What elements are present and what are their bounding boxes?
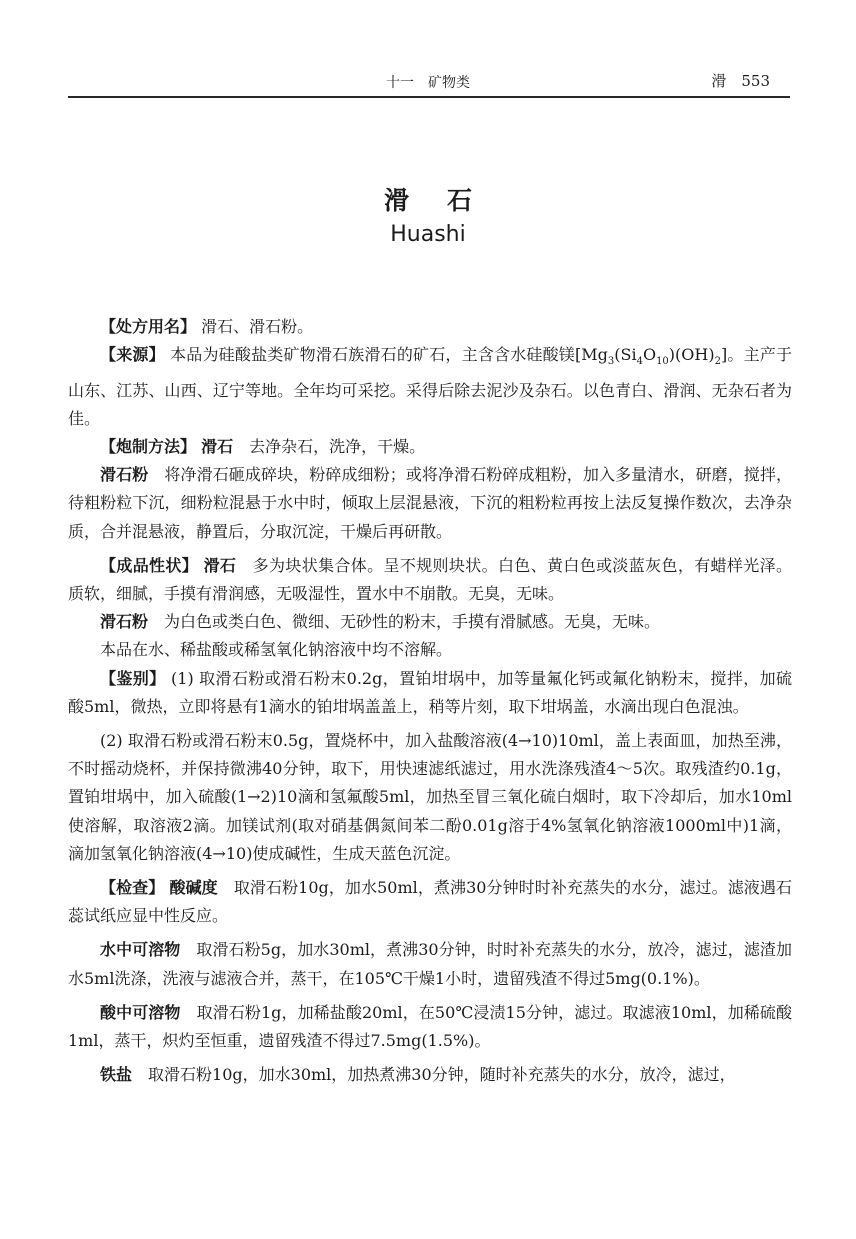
entry-pinyin: Huashi	[390, 222, 466, 247]
para-source: 【来源】 本品为硅酸盐类矿物滑石族滑石的矿石，主含含水硅酸镁$[Mg_3(Si_4O_{10})(OH)_2]$。主产于山东、江苏、山西、辽宁等地。全年均可采挖。采得后除去泥沙及杂石。以色青白、滑润、无杂石者为佳。	[68, 345, 792, 428]
para-properties: 【成品性状】 滑石 多为块状集合体。呈不规则块状。白色、黄白色或淡蓝灰色，有蜡样光泽。质软，细腻，手摸有滑润感，无吸湿性，置水中不崩散。无臭，无味。	[68, 555, 792, 604]
para-processing-powder: 滑石粉 将净滑石砸成碎块，粉碎成细粉；或将净滑石粉碎成粗粉，加入多量清水，研磨，搅拌，待粗粉粒下沉，细粉粒混悬于水中时，倾取上层混悬液，下沉的粗粉粒再按上法反复操作数次，去净杂质，合并混悬液，静置后，分取沉淀，干燥后再研散。	[68, 465, 792, 541]
page-number: 滑 553	[711, 72, 770, 90]
para-identification-1: 【鉴别】 (1) 取滑石粉或滑石粉末0.2g，置铂坩埚中，加等量氟化钙或氟化钠粉末，搅拌，加硫酸5ml，微热，立即将悬有1滴水的铂坩埚盖盖上，稍等片刻，取下坩埚盖，水滴出现白色混浊。	[68, 668, 792, 716]
running-header	[68, 66, 790, 98]
section-title: 十一 矿物类	[386, 75, 470, 91]
para-iron-salt: 铁盐 取滑石粉10g，加水30ml，加热煮沸30分钟，随时补充蒸失的水分，放冷，滤过，	[100, 1065, 736, 1085]
entry-title: 滑石	[383, 186, 510, 215]
para-processing: 【炮制方法】 滑石 去净杂石，洗净，干燥。	[100, 437, 426, 456]
para-identification-2: (2) 取滑石粉或滑石粉末0.5g，置烧杯中，加入盐酸溶液(4→10)10ml，盖上表面皿，加热至沸，不时摇动烧杯，并保持微沸40分钟，取下，用快速滤纸滤过，用水洗涤残渣4～5次。取残渣约0.1g，置铂坩埚中，加入硫酸(1→2)10滴和氢氟酸5ml，加热至冒三氧化硫白烟时，取下冷却后，加水10ml使溶解，取溶液2滴。加镁试剂(取对硝基偶氮间苯二酚0.01g溶于4%氢氧化钠溶液1000ml中)1滴，滴加氢氧化钠溶液(4→10)使成碱性，生成天蓝色沉淀。	[68, 731, 792, 863]
para-properties-powder: 滑石粉 为白色或类白色、微细、无砂性的粉末，手摸有滑腻感。无臭，无味。	[100, 612, 661, 632]
para-water-soluble: 水中可溶物 取滑石粉5g，加水30ml，煮沸30分钟，时时补充蒸失的水分，放冷，滤过，滤渣加水5ml洗涤，洗液与滤液合并，蒸干，在105℃干燥1小时，遗留残渣不得过5mg(0.1%)。	[68, 940, 792, 988]
para-inspection-acidity: 【检查】 酸碱度 取滑石粉10g，加水50ml，煮沸30分钟时时补充蒸失的水分，滤过。滤液遇石蕊试纸应显中性反应。	[68, 878, 792, 926]
para-prescription-name: 【处方用名】 滑石、滑石粉。	[100, 317, 314, 336]
entry-body	[68, 313, 792, 1089]
para-acid-soluble: 酸中可溶物 取滑石粉1g，加稀盐酸20ml，在50℃浸渍15分钟，滤过。取滤液10ml，加稀硫酸1ml，蒸干，炽灼至恒重，遗留残渣不得过7.5mg(1.5%)。	[68, 1002, 792, 1051]
para-insolubility: 本品在水、稀盐酸或稀氢氧化钠溶液中均不溶解。	[100, 640, 453, 660]
